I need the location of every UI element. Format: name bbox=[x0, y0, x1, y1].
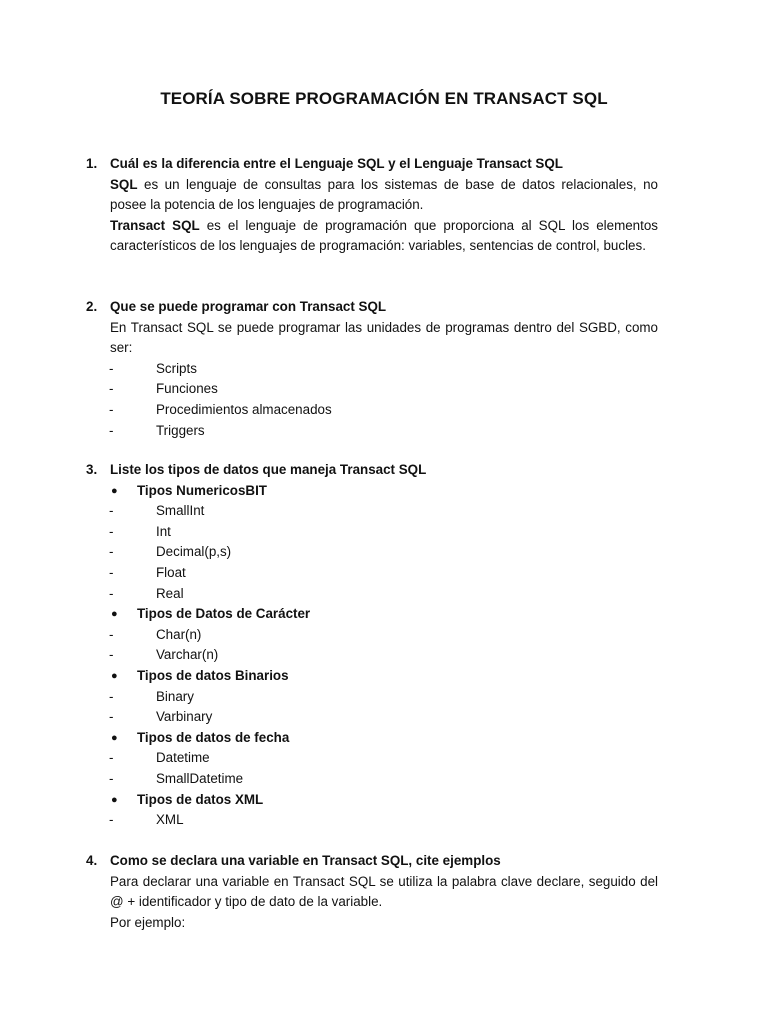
list-item-text: SmallInt bbox=[156, 503, 205, 519]
bullet-icon: ● bbox=[111, 731, 118, 744]
dash-list-item bbox=[86, 501, 658, 522]
bullet-icon: ● bbox=[111, 669, 118, 682]
question-title: Cuál es la diferencia entre el Lenguaje SQL y el Lenguaje Transact SQL bbox=[110, 156, 563, 171]
list-item-text: XML bbox=[156, 812, 184, 828]
dash-list-item bbox=[86, 707, 658, 728]
question-1 bbox=[86, 154, 658, 257]
dash-list-item bbox=[86, 687, 658, 708]
dash-marker: - bbox=[109, 564, 114, 580]
list-item-text: Funciones bbox=[156, 381, 218, 397]
list-item-text: Int bbox=[156, 523, 171, 539]
list-item-text: Real bbox=[156, 585, 184, 601]
paragraph-sql bbox=[86, 175, 658, 216]
dash-marker: - bbox=[109, 523, 114, 539]
dash-marker: - bbox=[109, 422, 114, 438]
dash-list-item bbox=[86, 542, 658, 563]
bullet-label: Tipos NumericosBIT bbox=[137, 482, 267, 498]
list-item-text: Datetime bbox=[156, 750, 210, 766]
paragraph-text: es un lenguaje de consultas para los sistemas de base de datos relacionales, no posee la potencia de los lenguajes de programación. bbox=[110, 176, 658, 213]
question-1-heading bbox=[86, 154, 658, 175]
bullet-label: Tipos de datos XML bbox=[137, 791, 264, 807]
data-type-groups bbox=[86, 481, 658, 831]
paragraph-text: En Transact SQL se puede programar las unidades de programas dentro del SGBD, como ser: bbox=[110, 319, 658, 356]
bullet-icon: ● bbox=[111, 608, 118, 621]
list-item-text: Scripts bbox=[156, 360, 197, 376]
dash-list-item bbox=[86, 522, 658, 543]
dash-list-item bbox=[86, 810, 658, 831]
question-3-heading bbox=[86, 460, 658, 481]
bullet-item bbox=[86, 728, 658, 749]
question-title: Que se puede programar con Transact SQL bbox=[110, 299, 387, 314]
dash-marker: - bbox=[109, 750, 114, 766]
bullet-icon: ● bbox=[111, 793, 118, 806]
bullet-item bbox=[86, 481, 658, 502]
bullet-icon: ● bbox=[111, 484, 118, 497]
dash-list-item bbox=[86, 748, 658, 769]
list-item-text: Triggers bbox=[156, 422, 205, 438]
paragraph-text: es el lenguaje de programación que proporciona al SQL los elementos característicos de los lenguajes de programación: variables, sentencias de control, bucles. bbox=[110, 217, 658, 254]
bullet-label: Tipos de datos de fecha bbox=[137, 729, 290, 745]
dash-marker: - bbox=[109, 381, 114, 397]
bullet-item bbox=[86, 790, 658, 811]
question-number: 3. bbox=[86, 462, 98, 477]
dash-marker: - bbox=[109, 503, 114, 519]
dash-marker: - bbox=[109, 544, 114, 560]
paragraph-text: Para declarar una variable en Transact SQL se utiliza la palabra clave declare, seguido del @ + identificador y tipo de dato de la variable. bbox=[110, 873, 658, 910]
list-item-text: Varchar(n) bbox=[156, 647, 219, 663]
bullet-item bbox=[86, 666, 658, 687]
dash-marker: - bbox=[109, 688, 114, 704]
term-sql: SQL bbox=[110, 176, 138, 192]
example-label: Por ejemplo: bbox=[110, 914, 186, 930]
list-item-text: Float bbox=[156, 564, 186, 580]
list-item-text: Binary bbox=[156, 688, 194, 704]
dash-list bbox=[86, 359, 658, 441]
question-title: Liste los tipos de datos que maneja Transact SQL bbox=[110, 462, 427, 477]
list-item-text: Char(n) bbox=[156, 626, 202, 642]
question-title: Como se declara una variable en Transact SQL, cite ejemplos bbox=[110, 853, 501, 868]
question-3 bbox=[86, 460, 658, 831]
dash-list-item bbox=[86, 359, 658, 380]
dash-marker: - bbox=[109, 770, 114, 786]
dash-list-item bbox=[86, 769, 658, 790]
bullet-label: Tipos de datos Binarios bbox=[137, 667, 289, 683]
dash-marker: - bbox=[109, 812, 114, 828]
list-item-text: Varbinary bbox=[156, 709, 213, 725]
dash-list-item bbox=[86, 400, 658, 421]
dash-list-item bbox=[86, 625, 658, 646]
dash-list-item bbox=[86, 563, 658, 584]
dash-marker: - bbox=[109, 585, 114, 601]
dash-marker: - bbox=[109, 647, 114, 663]
question-2 bbox=[86, 297, 658, 441]
list-item-text: Decimal(p,s) bbox=[156, 544, 232, 560]
question-number: 2. bbox=[86, 299, 98, 314]
dash-marker: - bbox=[109, 360, 114, 376]
question-4 bbox=[86, 851, 658, 933]
dash-marker: - bbox=[109, 401, 114, 417]
term-transact-sql: Transact SQL bbox=[110, 217, 200, 233]
dash-marker: - bbox=[109, 709, 114, 725]
dash-marker: - bbox=[109, 626, 114, 642]
bullet-item bbox=[86, 604, 658, 625]
bullet-label: Tipos de Datos de Carácter bbox=[137, 606, 311, 622]
question-number: 1. bbox=[86, 156, 98, 171]
page-title: TEORÍA SOBRE PROGRAMACIÓN EN TRANSACT SQL bbox=[160, 89, 608, 108]
question-2-heading bbox=[86, 297, 658, 318]
paragraph-transact-sql bbox=[86, 216, 658, 257]
list-item-text: Procedimientos almacenados bbox=[156, 401, 332, 417]
question-4-heading bbox=[86, 851, 658, 872]
question-number: 4. bbox=[86, 853, 98, 868]
dash-list-item bbox=[86, 379, 658, 400]
dash-list-item bbox=[86, 645, 658, 666]
dash-list-item bbox=[86, 421, 658, 442]
list-item-text: SmallDatetime bbox=[156, 770, 244, 786]
dash-list-item bbox=[86, 584, 658, 605]
